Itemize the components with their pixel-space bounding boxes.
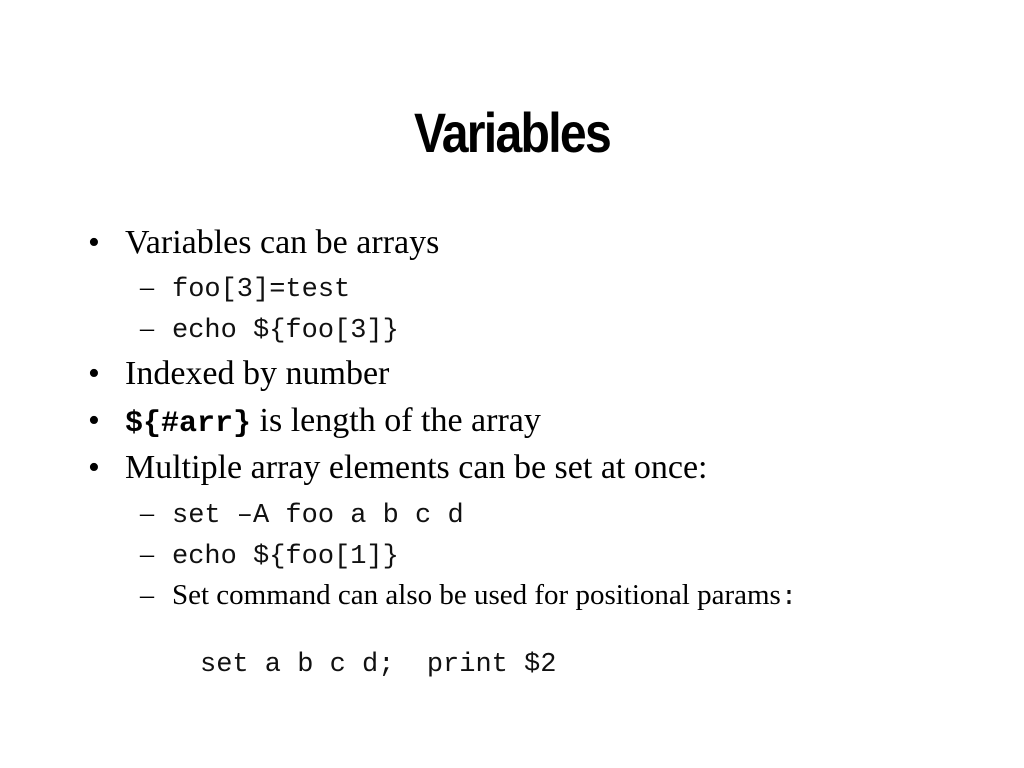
code-snippet: echo ${foo[3]} [172, 316, 399, 346]
sub-bullet-mark: – [140, 580, 154, 611]
sub-bullet-item [140, 312, 399, 348]
sub-bullet-mark: – [140, 313, 154, 344]
bullet-mark: • [88, 449, 100, 486]
sub-bullet-item [140, 578, 797, 615]
code-snippet: set a b c d; print $2 [200, 650, 557, 680]
code-snippet: : [780, 583, 798, 613]
bullet-text: Indexed by number [125, 355, 390, 392]
sub-bullet-mark: – [140, 498, 154, 529]
bullet-text: Variables can be arrays [125, 224, 440, 261]
slide-title: Variables [413, 101, 611, 164]
code-continuation [172, 612, 556, 716]
sub-bullet-item [140, 271, 350, 307]
bullet-item [88, 448, 707, 488]
sub-bullet-item [140, 497, 464, 533]
sub-bullet-item [140, 538, 399, 574]
sub-bullet-mark: – [140, 272, 154, 303]
code-snippet: ${#arr} [125, 407, 252, 441]
bullet-item [88, 401, 541, 444]
code-snippet: foo[3]=test [172, 275, 351, 305]
code-snippet: set –A foo a b c d [172, 501, 464, 531]
bullet-item [88, 354, 389, 394]
bullet-text: is length of the array [251, 402, 541, 439]
code-snippet: echo ${foo[1]} [172, 542, 399, 572]
bullet-mark: • [88, 224, 100, 261]
bullet-text: Multiple array elements can be set at once: [125, 449, 708, 486]
bullet-mark: • [88, 355, 100, 392]
sub-bullet-text: Set command can also be used for positional params [172, 579, 781, 611]
sub-bullet-mark: – [140, 539, 154, 570]
bullet-mark: • [88, 402, 100, 439]
bullet-item [88, 223, 439, 263]
